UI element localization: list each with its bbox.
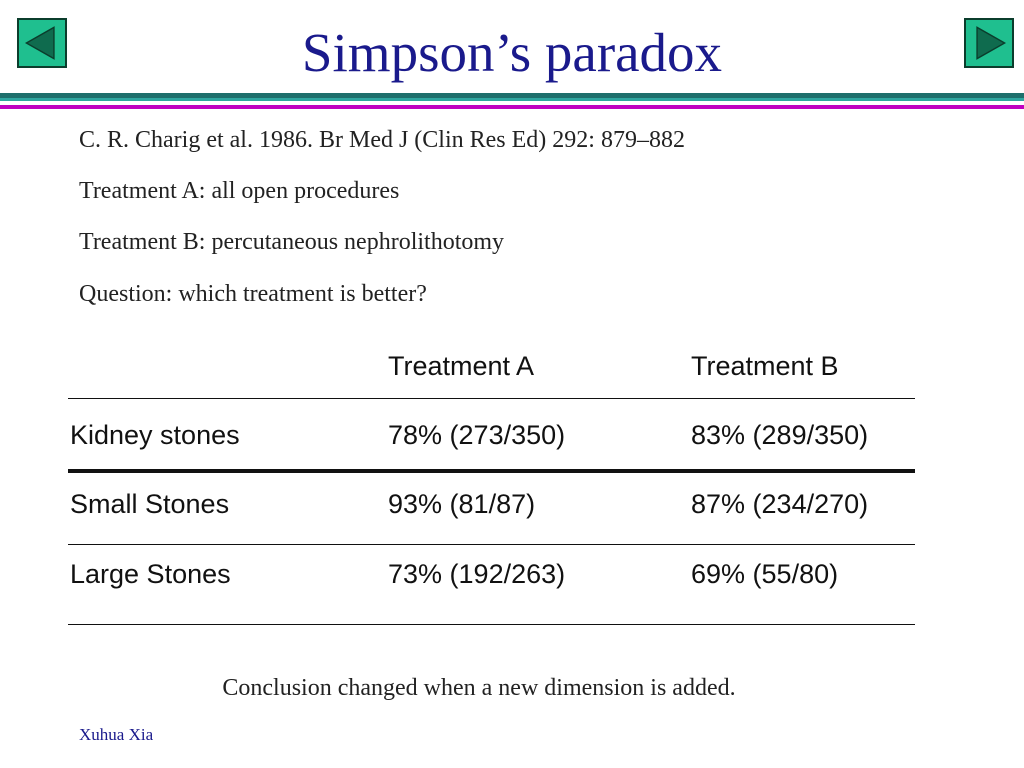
next-slide-button[interactable] — [964, 18, 1014, 68]
table-row-label-small-stones: Small Stones — [70, 489, 230, 519]
table-row-label-kidney-stones: Kidney stones — [70, 420, 240, 450]
table-rule — [68, 544, 915, 545]
slide-title: Simpson’s paradox — [301, 22, 723, 83]
author-footer: Xuhua Xia — [79, 725, 154, 744]
table-header-treatment-a: Treatment A — [388, 351, 535, 381]
table-cell-kidney-a: 78% (273/350) — [388, 420, 566, 450]
table-cell-small-a: 93% (81/87) — [388, 489, 536, 519]
table-cell-kidney-b: 83% (289/350) — [691, 420, 869, 450]
table-cell-small-b: 87% (234/270) — [691, 489, 869, 519]
table-rule — [68, 624, 915, 625]
table-rule-thick — [68, 469, 915, 473]
header-rule-teal-light — [0, 98, 1024, 101]
treatment-b-line: Treatment B: percutaneous nephrolithotomy — [79, 229, 505, 255]
treatment-a-line: Treatment A: all open procedures — [79, 178, 400, 204]
question-line: Question: which treatment is better? — [79, 281, 427, 307]
table-header-treatment-b: Treatment B — [691, 351, 839, 381]
conclusion-text: Conclusion changed when a new dimension is added. — [222, 675, 736, 701]
header-rule-magenta — [0, 105, 1024, 109]
table-row-label-large-stones: Large Stones — [70, 559, 231, 589]
table-cell-large-b: 69% (55/80) — [691, 559, 839, 589]
triangle-right-icon — [966, 20, 1012, 66]
table-rule — [68, 398, 915, 399]
citation-line: C. R. Charig et al. 1986. Br Med J (Clin Res Ed) 292: 879–882 — [79, 127, 685, 153]
table-cell-large-a: 73% (192/263) — [388, 559, 566, 589]
